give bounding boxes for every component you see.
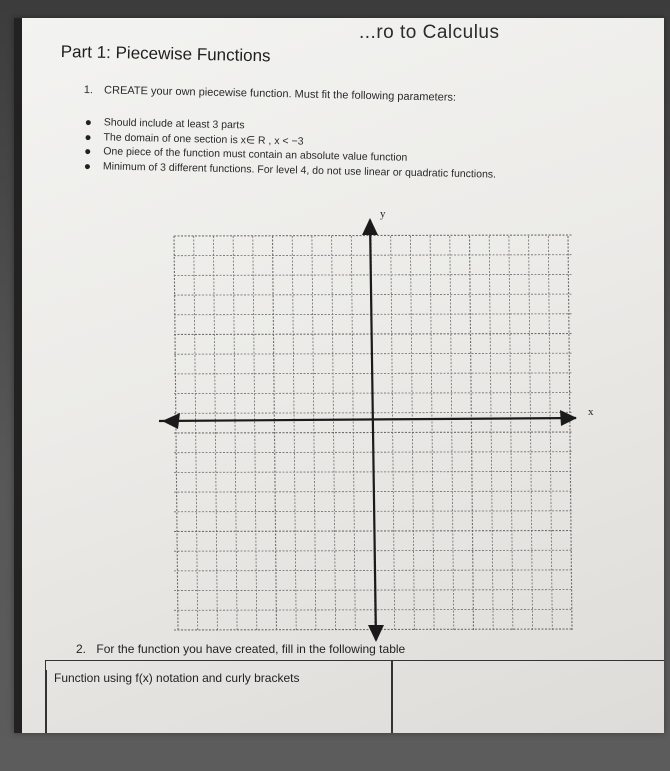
table-column-divider	[391, 660, 393, 733]
question-1-number: 1.	[83, 84, 94, 97]
question-2-number: 2.	[76, 642, 87, 656]
question-2-prompt: For the function you have created, fill in the following table	[96, 642, 406, 656]
grid-line-horizontal	[174, 334, 572, 335]
question-1-prompt: CREATE your own piecewise function. Must fit the following parameters:	[103, 84, 457, 104]
x-axis-label: x	[588, 406, 594, 418]
y-axis-label: y	[380, 208, 386, 220]
parameter-text: One piece of the function must contain an absolute value function	[103, 145, 408, 164]
parameter-text: Should include at least 3 parts	[103, 116, 245, 132]
grid-line-vertical	[430, 236, 434, 630]
parameter-text: The domain of one section is x∈ R , x < −3	[103, 130, 304, 148]
x-axis-left-arrow	[162, 413, 180, 429]
y-axis	[370, 220, 376, 640]
grid-line-vertical	[470, 236, 474, 630]
grid-line-vertical	[568, 236, 572, 630]
grid-line-horizontal	[174, 531, 572, 532]
worksheet-paper	[14, 18, 664, 733]
part-title: Part 1: Piecewise Functions	[60, 42, 271, 66]
table-left-border	[45, 670, 47, 733]
x-axis-right-arrow	[560, 410, 577, 426]
table-first-cell-label[interactable]: Function using f(x) notation and curly brackets	[54, 671, 300, 685]
grid-line-horizontal	[174, 609, 572, 610]
coordinate-grid[interactable]	[14, 18, 664, 733]
grid-line-vertical	[509, 236, 513, 630]
x-axis	[159, 418, 576, 421]
grid-line-horizontal	[174, 235, 572, 236]
grid-line-vertical	[450, 236, 454, 630]
grid-line-vertical	[548, 236, 552, 630]
grid-line-horizontal	[174, 255, 572, 256]
grid-line-vertical	[410, 236, 414, 630]
grid-line-horizontal	[174, 511, 572, 512]
course-header: ...ro to Calculus	[359, 22, 500, 43]
y-axis-top-arrow	[362, 218, 378, 235]
question-2	[76, 642, 405, 656]
grid-line-vertical	[529, 236, 533, 630]
y-axis-bottom-arrow	[368, 625, 384, 642]
grid-line-vertical	[489, 236, 493, 630]
grid-line-horizontal	[174, 294, 572, 295]
parameter-text: Minimum of 3 different functions. For level 4, do not use linear or quadratic functions.	[102, 159, 497, 181]
